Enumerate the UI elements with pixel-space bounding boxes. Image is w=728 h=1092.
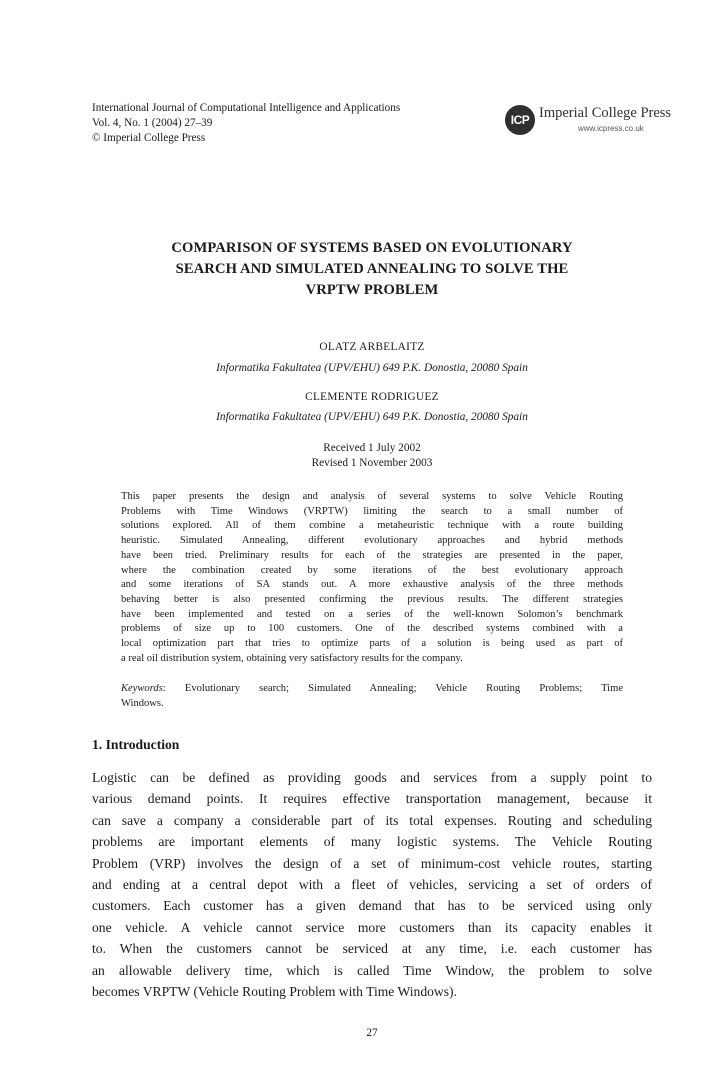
abstract-line: have been implemented and tested on a series of the well-known Solomon’s benchmark (121, 608, 623, 620)
abstract-line: behaving better is also presented confirming the previous results. The different strategies (121, 593, 623, 605)
abstract-line: a real oil distribution system, obtaining very satisfactory results for the company. (121, 652, 463, 664)
abstract-line: and some iterations of SA stands out. A more exhaustive analysis of the three methods (121, 579, 623, 591)
paper-title (92, 238, 652, 301)
abstract-line: solutions explored. All of them combine a metaheuristic technique with a route building (121, 520, 623, 532)
body-line: one vehicle. A vehicle cannot service more customers than its capacity enables it (92, 919, 652, 935)
keywords-text: : Evolutionary search; Simulated Annealing; Vehicle Routing Problems; Time (162, 683, 623, 694)
publisher-logo (503, 102, 672, 136)
title-line: VRPTW PROBLEM (305, 282, 439, 298)
body-line: Logistic can be defined as providing goods and services from a supply point to (92, 770, 652, 785)
author-affiliation: Informatika Fakultatea (UPV/EHU) 649 P.K. Donostia, 20080 Spain (216, 362, 528, 374)
keywords-line: Windows. (121, 697, 164, 709)
body-line: an allowable delivery time, which is called Time Window, the problem to solve (92, 962, 652, 978)
page-number: 27 (366, 1027, 378, 1039)
author-affiliation: Informatika Fakultatea (UPV/EHU) 649 P.K. Donostia, 20080 Spain (216, 411, 528, 423)
body-line: various demand points. It requires effective transportation management, because it (92, 791, 652, 807)
abstract-line: problems of size up to 100 customers. One of the described systems combined with a (121, 623, 623, 635)
abstract-line: have been tried. Preliminary results for each of the strategies are presented in the paper, (121, 549, 623, 561)
abstract (121, 490, 623, 666)
icp-logo-icon: ICP (505, 105, 535, 135)
abstract-line: This paper presents the design and analysis of several systems to solve Vehicle Routing (121, 491, 623, 502)
section-heading: 1. Introduction (92, 737, 180, 752)
keywords-line (121, 682, 623, 697)
title-line: COMPARISON OF SYSTEMS BASED ON EVOLUTIONARY (171, 240, 573, 256)
journal-volume: Vol. 4, No. 1 (2004) 27–39 (92, 117, 213, 129)
journal-name: International Journal of Computational Intelligence and Applications (92, 102, 401, 114)
keywords (121, 682, 623, 711)
author-name: OLATZ ARBELAITZ (319, 341, 425, 353)
abstract-line: Problems with Time Windows (VRPTW) limiting the search to a small number of (121, 505, 623, 517)
abstract-line: heuristic. Simulated Annealing, different evolutionary approaches and hybrid methods (121, 535, 623, 547)
author-name: CLEMENTE RODRIGUEZ (305, 391, 439, 403)
publisher-url: www.icpress.co.uk (578, 124, 644, 133)
journal-copyright: © Imperial College Press (92, 132, 206, 144)
title-line: SEARCH AND SIMULATED ANNEALING TO SOLVE THE (175, 261, 569, 277)
body-line: can save a company a considerable part of its total expenses. Routing and scheduling (92, 812, 652, 828)
section-body (92, 767, 652, 1002)
journal-header (92, 101, 400, 146)
abstract-line: local optimization part that tries to optimize parts of a solution is being used as part of (121, 638, 623, 650)
body-line: becomes VRPTW (Vehicle Routing Problem with Time Windows). (92, 984, 457, 1000)
abstract-line: where the combination created by some iterations of the best evolutionary approach (121, 564, 623, 576)
body-line: and ending at a central depot with a fleet of vehicles, servicing a set of orders of (92, 877, 652, 893)
body-line: problems are important elements of many logistic systems. The Vehicle Routing (92, 834, 652, 850)
received-date: Received 1 July 2002 (323, 442, 421, 454)
body-line: customers. Each customer has a given demand that has to be serviced using only (92, 898, 652, 914)
received-dates (92, 441, 652, 471)
revised-date: Revised 1 November 2003 (311, 457, 433, 469)
body-line: to. When the customers cannot be serviced at any time, i.e. each customer has (92, 941, 652, 957)
keywords-label: Keywords (121, 683, 163, 694)
publisher-name: Imperial College Press (539, 105, 672, 121)
body-line: Problem (VRP) involves the design of a set of minimum-cost vehicle routes, starting (92, 855, 652, 871)
